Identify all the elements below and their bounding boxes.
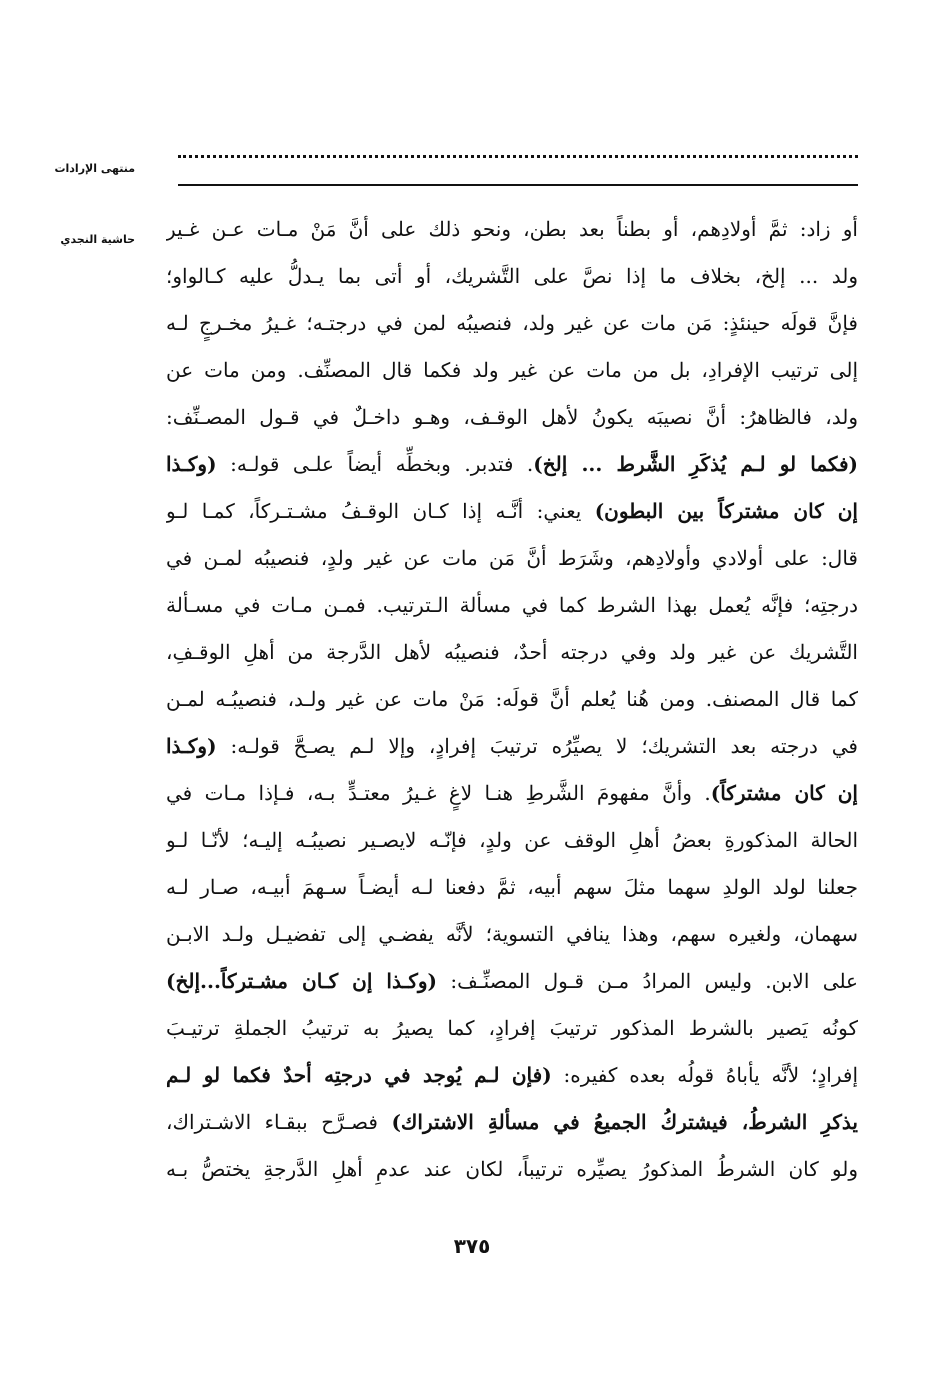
text-run: كونُه يَصير بالشرط المذكور ترتيبَ إفرادٍ، كما يصيرُ به ترتيبُ الجملةِ ترتيـبَ [166,1016,858,1040]
text-run: على الابن. وليس المرادُ مـن قـول المصنِّـف: [436,969,858,993]
text-line [166,394,858,441]
text-line [166,817,858,864]
text-line [166,535,858,582]
bold-quote: (وكـذا إن كـان مشـتركاً...إلخ) [166,969,437,993]
text-run: ولد ... إلخ، بخلاف ما إذا نصَّ على التَّشريك، أو أتى بما يـدلُّ عليه كـالواو؛ [166,264,858,288]
text-run: . وأنَّ مفهومَ الشَّرطِ هنـا لاغٍ غـيرُ معتـدٍّ بـه، فـإذا مـات في [166,781,711,805]
header-rule [178,184,858,186]
text-run: أو زاد: ثمَّ أولادِهم، أو بطناً بعد بطن، ونحو ذلك على أنَّ مَنْ مـات عـن غـير [166,217,858,241]
text-run: كما قال المصنف. ومن هُنا يُعلم أنَّ قولَه: مَنْ مات عن غير ولـد، فنصيبُـه لمـن [166,687,858,711]
page-number: ٣٧٥ [453,1234,491,1258]
body-text [166,206,858,1193]
text-run: قال: على أولادي وأولادِهم، وشَرَط أنَّ مَن مات عن غير ولدٍ، فنصيبُه لمـن في [166,546,858,570]
text-run: يعني: أنَّـه إذا كـان الوقـفُ مشـتـركاً، كمـا لـو [166,499,595,523]
text-run: . فتدبر. وبخطِّه أيضاً علـى قولـه: [216,452,534,476]
margin-note: حاشية النجدي [60,233,135,246]
text-run: ولد، فالظاهرُ: أنَّ نصيبَه يكونُ لأهل الوقـف، وهـو داخـلٌ في قـول المصـنِّف: [166,405,858,429]
dotted-rule [178,155,858,166]
text-run: إلى ترتيب الإفرادِ، بل من مات عن غير ولد فكما قال المصنِّف. ومن مات عن [166,358,858,382]
text-run: فإنَّ قولَه حينئذٍ: مَن مات عن غير ولد، فنصيبُه لمن في درجتـه؛ غـيرُ مخـرجٍ لـه [166,311,858,335]
text-run: جعلنا لولد الولدِ سهما مثلَ سهم أبيه، ثمَّ دفعنا لـه أيضـاً سـهمَ أبيـه، صـار لـه [166,875,858,899]
text-run: درجتِه؛ فإنَّه يُعمل بهذا الشرط كما في مسألة الـترتيب. فمـن مـات في مسـألة [166,593,858,617]
text-run: الحالة المذكورةِ بعضُ أهلِ الوقف عن ولدٍ، فإنّـه لايصـير نصيبُـه إليـه؛ لأنّـا لـو [166,828,858,852]
text-line [166,911,858,958]
text-run: ولو كان الشرطُ المذكورُ يصيِّره ترتيباً، لكان عند عدمِ أهلِ الدَّرجةِ يختصُّ بـه [166,1157,858,1181]
text-line [166,864,858,911]
text-line [166,1052,858,1099]
bold-quote: يذكرِ الشرطُ، فيشتركُ الجميعُ في مسألةِ الاشتراك) [391,1110,858,1134]
bold-quote: (فكما لو لـم يُذكَرِ الشَّرط ... إلخ) [533,452,858,476]
text-line [166,253,858,300]
bold-quote: (فإن لـم يُوجد في درجتِه أحدٌ فكما لو لـم [166,1063,552,1087]
text-line [166,1005,858,1052]
text-line [166,629,858,676]
text-line [166,1099,858,1146]
bold-quote: (وكـذا [166,734,217,758]
text-line [166,582,858,629]
bold-quote: إن كان مشتركاً بين البطون) [594,499,858,523]
text-line [166,958,858,1005]
text-line [166,770,858,817]
text-line [166,1146,858,1193]
text-line [166,723,858,770]
text-line [166,206,858,253]
bold-quote: إن كان مشتركاً) [710,781,858,805]
text-line [166,300,858,347]
text-run: في درجته بعد التشريك؛ لا يصيِّرُه ترتيبَ إفرادٍ، وإلا لـم يصـحَّ قولـه: [216,734,858,758]
text-run: فصـرَّح ببقـاء الاشـتراك، [166,1110,392,1134]
bold-quote: (وكـذا [166,452,217,476]
text-run: التَّشريك عن غير ولد وفي درجته أحدٌ، فنصيبُه لأهل الدَّرجة من أهلِ الوقـفِ، [166,640,858,664]
text-line [166,488,858,535]
running-header-title: منتهى الإرادات [54,162,135,175]
text-run: سهمان، ولغيره سهم، وهذا ينافي التسوية؛ لأنَّه يفضـي إلى تفضيـل ولـد الابـن [166,922,858,946]
text-line [166,676,858,723]
text-line [166,347,858,394]
text-run: إفرادٍ؛ لأنَّه يأباهُ قولُه بعده كفيره: [551,1063,858,1087]
text-line [166,441,858,488]
